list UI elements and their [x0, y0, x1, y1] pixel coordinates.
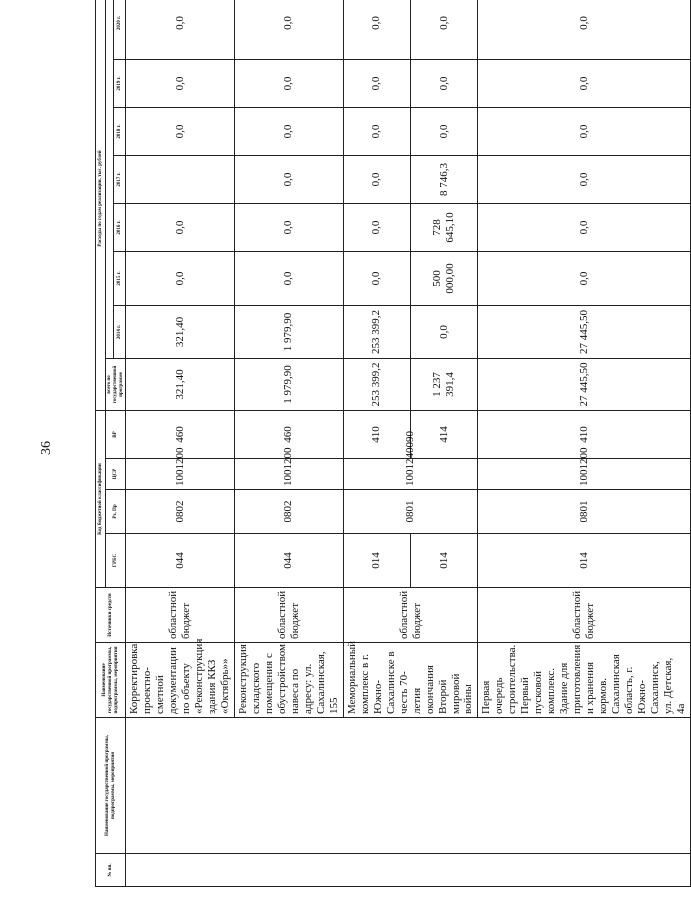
cell-2018: 0,0 — [235, 108, 344, 156]
cell-2014: 253 399,2 — [343, 306, 410, 359]
cell-2018: 0,0 — [126, 108, 235, 156]
cell-2014: 321,40 — [126, 306, 235, 359]
cell-2014: 27 445,50 — [478, 306, 691, 359]
cell-2015: 0,0 — [235, 252, 344, 306]
header-name: Наименование государственной программы, подпрограммы, мероприятия — [96, 643, 126, 718]
header-csr: ЦСР — [106, 459, 126, 490]
page-number: 36 — [39, 441, 54, 455]
cell-rzpr: 0802 — [126, 490, 235, 534]
cell-vr: 460 — [235, 411, 344, 459]
cell-name: Реконструкция складского помещения с обустройством навеса по адресу: ул. Сахалинская, 155 — [235, 643, 344, 718]
cell-2020: 0,0 — [235, 0, 344, 60]
cell-2018: 0,0 — [411, 108, 478, 156]
cell-name: Первая очередь строительства. Первый пусковой комплекс. Здание для приготовления и хранения кормов. Сахалинская область, г. Южно-Сахалинск, ул. Детская, 4а — [478, 643, 691, 718]
table-rotation-wrapper — [95, 15, 687, 887]
cell-total: 1 237 391,4 — [411, 359, 478, 411]
cell-no — [126, 854, 691, 887]
cell-csr: 1001200 — [478, 459, 691, 490]
header-expenses: Расходы по годам реализации, тыс. рублей — [96, 0, 106, 411]
cell-2019: 0,0 — [126, 60, 235, 108]
cell-2018: 0,0 — [343, 108, 410, 156]
cell-source: областной бюджет — [478, 588, 691, 643]
cell-2017: 0,0 — [478, 156, 691, 204]
cell-grbs: 044 — [235, 534, 344, 588]
cell-grbs: 044 — [126, 534, 235, 588]
header-budget-code: Код бюджетной классификации — [96, 411, 106, 588]
header-state-program: Наименование государственной программы, подпрограммы, мероприятия — [96, 718, 126, 854]
header-years-spacer — [106, 0, 114, 359]
cell-source: областной бюджет — [343, 588, 478, 643]
cell-2020: 0,0 — [478, 0, 691, 60]
header-year: 2014 г. — [114, 306, 126, 359]
header-source: Источники средств — [96, 588, 126, 643]
cell-2016: 0,0 — [343, 204, 410, 252]
cell-total: 1 979,90 — [235, 359, 344, 411]
cell-vr: 410 — [343, 411, 410, 459]
cell-2017: 0,0 — [235, 156, 344, 204]
cell-2017: 0,0 — [343, 156, 410, 204]
header-rzpr: Рз, Пр — [106, 490, 126, 534]
cell-grbs: 014 — [343, 534, 410, 588]
table-row — [126, 0, 235, 887]
cell-source: областной бюджет — [126, 588, 235, 643]
cell-2014: 1 979,90 — [235, 306, 344, 359]
cell-2020: 0,0 — [343, 0, 410, 60]
cell-2016: 0,0 — [126, 204, 235, 252]
cell-2015: 0,0 — [343, 252, 410, 306]
header-no: № пп. — [96, 854, 126, 887]
cell-2019: 0,0 — [411, 60, 478, 108]
header-year: 2017 г. — [114, 156, 126, 204]
cell-total: 27 445,50 — [478, 359, 691, 411]
cell-rzpr: 0801 — [478, 490, 691, 534]
cell-2015: 0,0 — [126, 252, 235, 306]
cell-state-program — [126, 718, 691, 854]
cell-vr: 410 — [478, 411, 691, 459]
cell-grbs: 014 — [478, 534, 691, 588]
cell-vr: 460 — [126, 411, 235, 459]
header-year: 2019 г. — [114, 60, 126, 108]
header-vr: ВР — [106, 411, 126, 459]
program-expenses-table — [95, 0, 691, 887]
cell-2015: 500 000,00 — [411, 252, 478, 306]
header-year: 2020 г. — [114, 0, 126, 60]
header-grbs: ГРБС — [106, 534, 126, 588]
cell-vr: 414 — [411, 411, 478, 459]
cell-csr: 1001200 — [126, 459, 235, 490]
cell-grbs: 014 — [411, 534, 478, 588]
cell-name: Мемориальный комплекс в г. Южно-Сахалинске в честь 70-летия окончания Второй мировой войны — [343, 643, 478, 718]
cell-2020: 0,0 — [411, 0, 478, 60]
cell-name: Корректировка проектно-сметной документации по объекту «Реконструкция здания ККЗ «Октябрь»» — [126, 643, 235, 718]
header-year: 2018 г. — [114, 108, 126, 156]
cell-2017: 8 746,3 — [411, 156, 478, 204]
cell-2017 — [126, 156, 235, 204]
cell-2016: 728 645,10 — [411, 204, 478, 252]
cell-2016: 0,0 — [478, 204, 691, 252]
cell-total: 253 399,2 — [343, 359, 410, 411]
header-year: 2015 г. — [114, 252, 126, 306]
cell-source: областной бюджет — [235, 588, 344, 643]
cell-2019: 0,0 — [478, 60, 691, 108]
cell-rzpr: 0801 — [343, 490, 478, 534]
cell-csr: 1001240090 — [343, 459, 478, 490]
cell-2019: 0,0 — [235, 60, 344, 108]
cell-rzpr: 0802 — [235, 490, 344, 534]
header-year: 2016 г. — [114, 204, 126, 252]
cell-total: 321,40 — [126, 359, 235, 411]
cell-2019: 0,0 — [343, 60, 410, 108]
header-total: всего по государственной программе — [106, 359, 126, 411]
cell-2016: 0,0 — [235, 204, 344, 252]
cell-2015: 0,0 — [478, 252, 691, 306]
cell-2018: 0,0 — [478, 108, 691, 156]
cell-2014: 0,0 — [411, 306, 478, 359]
cell-csr: 1001200 — [235, 459, 344, 490]
cell-2020: 0,0 — [126, 0, 235, 60]
